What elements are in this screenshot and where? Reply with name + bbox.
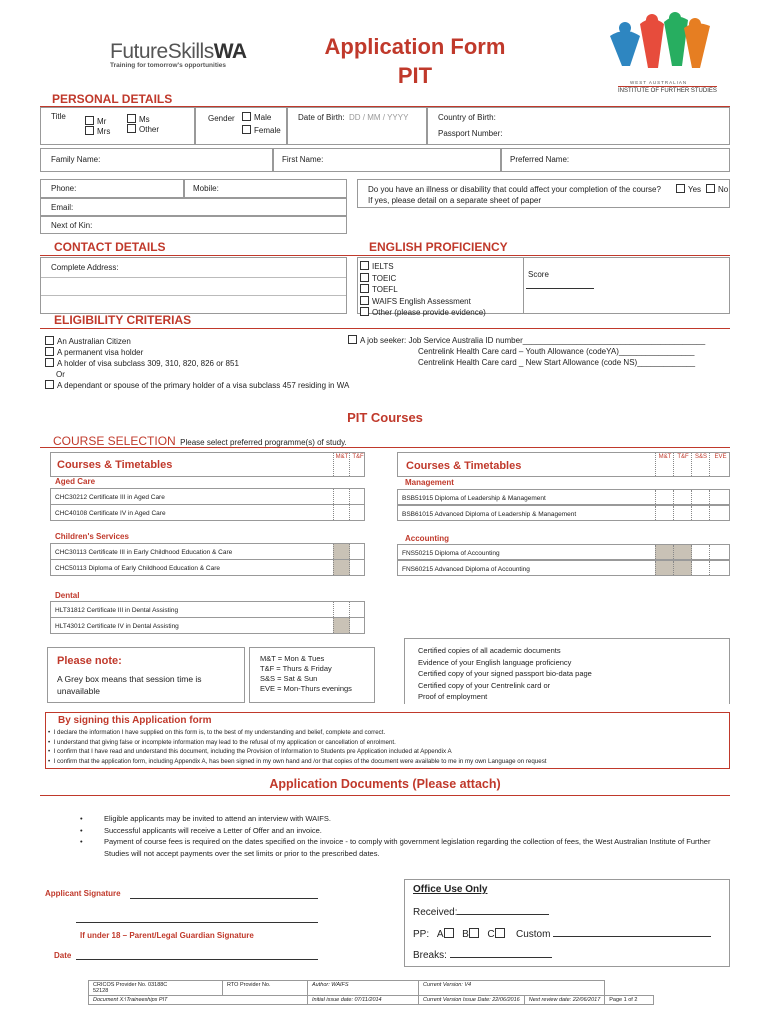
doc-item: Proof of employment (418, 692, 488, 701)
applicant-signature-label: Applicant Signature (45, 889, 121, 898)
family-name-field[interactable] (40, 148, 273, 172)
ms-checkbox[interactable] (127, 114, 136, 123)
accounting-heading: Accounting (405, 534, 449, 543)
slot-ss[interactable] (691, 490, 710, 504)
address-field[interactable] (40, 257, 347, 314)
institute-name: INSTITUTE OF FURTHER STUDIES (618, 88, 717, 94)
right-timetable-header (397, 452, 730, 477)
slot-tf[interactable] (673, 490, 692, 504)
other-checkbox[interactable] (127, 124, 136, 133)
eligibility-divider (40, 328, 730, 329)
gender-female[interactable]: Female (242, 125, 281, 135)
col-tf-right: T&F (673, 453, 692, 476)
title-option-other[interactable]: Other (127, 124, 159, 134)
footer-rto: RTO Provider No. (223, 981, 308, 996)
course-row-acct-2 (397, 560, 730, 576)
mobile-field[interactable] (184, 179, 347, 198)
eligibility-dependant[interactable]: A dependant or spouse of the primary holder of a visa subclass 457 residing in WA (45, 380, 349, 391)
col-mt-left: M&T (333, 453, 350, 476)
title-option-mrs[interactable]: Mrs (85, 126, 110, 136)
slot-mt[interactable] (655, 490, 674, 504)
office-received[interactable]: Received: (413, 905, 549, 918)
country-passport-field[interactable] (427, 107, 730, 145)
english-heading: ENGLISH PROFICIENCY (369, 240, 508, 254)
slot-tf[interactable] (349, 560, 366, 575)
slot-eve[interactable] (709, 561, 731, 575)
other-evidence-checkbox[interactable] (360, 307, 369, 316)
signing-heading: By signing this Application form (58, 715, 212, 726)
col-eve-right: EVE (709, 453, 731, 476)
legend-box (249, 647, 375, 703)
slot-mt-unavailable (333, 618, 350, 633)
management-heading: Management (405, 478, 454, 487)
mobile-label: Mobile: (193, 184, 219, 193)
slot-tf[interactable] (349, 544, 366, 559)
legend-eve: EVE = Mon-Thurs evenings (260, 684, 352, 693)
title-line-2: PIT (397, 63, 433, 88)
illness-field (357, 179, 730, 208)
course-label: HLT31812 Certificate III in Dental Assisting (55, 607, 179, 614)
eligibility-or: Or (56, 370, 65, 379)
doc-item: Evidence of your English language proficiency (418, 657, 572, 667)
slot-tf[interactable] (349, 602, 366, 617)
doc-item: Certified copy of your Centrelink card or (418, 680, 551, 690)
english-toeic[interactable]: TOEIC (360, 273, 486, 285)
citizen-checkbox[interactable] (45, 336, 54, 345)
app-docs-heading: Application Documents (Please attach) (269, 777, 501, 791)
mr-checkbox[interactable] (85, 116, 94, 125)
left-timetable-header (50, 452, 365, 477)
preferred-name-label: Preferred Name: (510, 155, 570, 164)
applicant-signature-line[interactable] (130, 898, 318, 899)
contact-heading: CONTACT DETAILS (54, 240, 166, 254)
course-label: CHC30212 Certificate III in Aged Care (55, 494, 165, 501)
course-label: BSB61015 Advanced Diploma of Leadership & Management (402, 511, 577, 518)
date-label: Date (54, 951, 72, 960)
slot-mt-unavailable (655, 545, 674, 559)
footer-page: Page 1 of 2 (605, 996, 654, 1005)
right-timetable-title: Courses & Timetables (406, 460, 522, 472)
title-field (40, 107, 195, 145)
dental-heading: Dental (55, 591, 80, 600)
slot-tf[interactable] (349, 505, 366, 520)
logo-futureskills (110, 40, 247, 69)
institute-logo (600, 6, 730, 102)
footer-review: Next review date: 22/06/2017 (524, 996, 605, 1005)
course-label: CHC30113 Certificate III in Early Childhood Education & Care (55, 549, 233, 556)
score-label: Score (528, 270, 549, 279)
pp-c-checkbox[interactable] (495, 928, 505, 938)
email-field[interactable] (40, 198, 347, 216)
footer-author: Author: WAIFS (308, 981, 419, 996)
office-breaks[interactable]: Breaks: (413, 948, 552, 961)
pp-b-checkbox[interactable] (469, 928, 479, 938)
office-use-heading: Office Use Only (413, 884, 488, 895)
slot-mt-unavailable (333, 560, 350, 575)
course-row-child-1 (50, 543, 365, 560)
course-selection-note: Please select preferred programme(s) of study. (180, 438, 347, 447)
english-waifs[interactable]: WAIFS English Assessment (360, 296, 486, 308)
guardian-signature-line[interactable] (76, 922, 318, 923)
no-checkbox[interactable] (706, 184, 715, 193)
eligibility-citizen[interactable]: An Australian Citizen (45, 336, 349, 347)
pp-label: PP: (413, 929, 430, 940)
illness-note: If yes, please detail on a separate sheet of paper (368, 196, 542, 205)
english-other[interactable]: Other (please provide evidence) (360, 307, 486, 319)
aged-care-heading: Aged Care (55, 477, 96, 486)
phone-label: Phone: (51, 184, 77, 193)
email-label: Email: (51, 203, 74, 212)
eligibility-right (348, 335, 705, 368)
illness-no[interactable]: No (706, 184, 728, 194)
title-label: Title (51, 112, 66, 121)
logo-main-text: FutureSkills (110, 40, 214, 63)
eligibility-permanent[interactable]: A permanent visa holder (45, 347, 349, 358)
title-line-1: Application Form (324, 34, 506, 59)
address-label: Complete Address: (51, 263, 119, 272)
signing-item: • I understand that giving false or incomplete information may lead to the refusal of my application or cancellation of enrolment. (48, 738, 396, 746)
gender-male[interactable]: Male (242, 112, 271, 122)
course-label: HLT43012 Certificate IV in Dental Assisting (55, 623, 179, 630)
date-line[interactable] (76, 959, 318, 960)
country-label: Country of Birth: (438, 113, 496, 122)
gender-field (195, 107, 287, 145)
doc-item: Certified copy of your signed passport bio-data page (418, 669, 592, 678)
female-checkbox[interactable] (242, 125, 251, 134)
family-name-label: Family Name: (51, 155, 101, 164)
left-timetable-title: Courses & Timetables (57, 459, 173, 471)
eligibility-newstart: Centrelink Health Care card _ New Start Allowance (code NS)_____________ (418, 358, 696, 367)
signing-item: • I declare the information I have supplied on this form is, to the best of my understanding and belief, complete and correct. (48, 729, 386, 736)
guardian-signature-label: If under 18 – Parent/Legal Guardian Signature (80, 931, 254, 940)
toeic-checkbox[interactable] (360, 273, 369, 282)
please-note-heading: Please note: (57, 655, 122, 667)
col-mt-right: M&T (655, 453, 674, 476)
course-label: FNS50215 Diploma of Accounting (402, 550, 500, 557)
course-label: BSB51915 Diploma of Leadership & Management (402, 495, 546, 502)
english-ielts[interactable]: IELTS (360, 261, 486, 273)
legend-tf: T&F = Thurs & Friday (260, 664, 332, 673)
slot-ss[interactable] (691, 561, 710, 575)
footer-initial: Initial issue date: 07/11/2014 (308, 996, 419, 1005)
course-label: CHC40108 Certificate IV in Aged Care (55, 510, 166, 517)
slot-tf[interactable] (349, 489, 366, 504)
col-tf-left: T&F (349, 453, 366, 476)
institute-state: WEST AUSTRALIAN (630, 80, 688, 85)
slot-mt[interactable] (333, 489, 350, 504)
slot-tf-unavailable (673, 545, 692, 559)
footer-document: Document X:\Traineeships PIT (89, 996, 308, 1005)
subclass-checkbox[interactable] (45, 358, 54, 367)
slot-eve[interactable] (709, 490, 731, 504)
course-row-dental-1 (50, 601, 365, 618)
first-name-field[interactable] (273, 148, 501, 172)
pit-courses-heading: PIT Courses (347, 410, 423, 425)
preferred-name-field[interactable] (501, 148, 730, 172)
first-name-label: First Name: (282, 155, 324, 164)
course-row-mgmt-2 (397, 505, 730, 521)
custom-input[interactable] (553, 927, 711, 937)
app-docs-list (80, 813, 720, 859)
passport-label: Passport Number: (438, 129, 503, 138)
course-selection-title: COURSE SELECTION (53, 434, 176, 448)
required-documents-box (404, 638, 730, 704)
title-option-mr[interactable]: Mr (85, 116, 106, 126)
personal-details-heading: PERSONAL DETAILS (52, 92, 173, 106)
legend-ss: S&S = Sat & Sun (260, 674, 318, 683)
illness-question: Do you have an illness or disability that could affect your completion of the course? (368, 185, 661, 194)
slot-tf[interactable] (349, 618, 366, 633)
waifs-checkbox[interactable] (360, 296, 369, 305)
slot-ss[interactable] (691, 545, 710, 559)
eligibility-job-seeker[interactable]: A job seeker: Job Service Australia ID number_________________________________________ (348, 335, 705, 346)
course-row-dental-2 (50, 617, 365, 634)
title-option-ms[interactable]: Ms (127, 114, 150, 124)
signing-item: • I confirm that I have read and understand this document, including the Provision of Information to Students pre Application included at Appendix A (48, 748, 452, 755)
signing-list (48, 728, 547, 766)
slot-mt-unavailable (333, 544, 350, 559)
ielts-checkbox[interactable] (360, 261, 369, 270)
dependant-checkbox[interactable] (45, 380, 54, 389)
eligibility-left (45, 336, 349, 391)
course-row-acct-1 (397, 544, 730, 560)
eligibility-subclass[interactable]: A holder of visa subclass 309, 310, 820, 826 or 851 (45, 358, 349, 369)
english-field (357, 257, 730, 317)
dob-field[interactable] (287, 107, 427, 145)
footer-version: Current Version: V4 (419, 981, 605, 996)
doc-item: Certified copies of all academic documents (418, 646, 561, 655)
permanent-checkbox[interactable] (45, 347, 54, 356)
app-doc-item: • Payment of course fees is required on the dates specified on the invoice - to comply with government legislation regarding the collection of fees, the West Australian Institute of Further Studies will not accept payments over the set limits or prior to the prescribed dates. (80, 837, 711, 858)
slot-tf-unavailable (673, 561, 692, 575)
phone-field[interactable] (40, 179, 184, 198)
course-row-aged-1 (50, 488, 365, 505)
form-title (300, 32, 530, 90)
office-use-box (404, 879, 730, 967)
pp-a-checkbox[interactable] (444, 928, 454, 938)
slot-mt[interactable] (655, 506, 674, 520)
dob-label: Date of Birth: (298, 113, 345, 122)
job-seeker-checkbox[interactable] (348, 335, 357, 344)
footer-table (88, 980, 654, 1005)
col-ss-right: S&S (691, 453, 710, 476)
score-input[interactable] (526, 280, 594, 289)
logo-tagline: Training for tomorrow's opportunities (110, 62, 227, 69)
dob-placeholder: DD / MM / YYYY (349, 113, 409, 122)
course-row-aged-2 (50, 504, 365, 521)
gender-label: Gender (208, 114, 235, 123)
course-label: FNS60215 Advanced Diploma of Accounting (402, 566, 530, 573)
footer-cricos: CRICOS Provider No. 03188C 52128 (89, 981, 223, 996)
children-heading: Children's Services (55, 532, 129, 541)
male-checkbox[interactable] (242, 112, 251, 121)
slot-eve[interactable] (709, 545, 731, 559)
contact-divider (40, 255, 730, 256)
logo-wa-text: WA (213, 40, 247, 63)
eligibility-youth: Centrelink Health Care card – Youth Allowance (codeYA)_________________ (418, 347, 695, 356)
slot-mt[interactable] (333, 602, 350, 617)
people-figures-icon (600, 6, 730, 76)
yes-checkbox[interactable] (676, 184, 685, 193)
illness-yes[interactable]: Yes (676, 184, 701, 194)
english-toefl[interactable]: TOEFL (360, 284, 486, 296)
next-of-kin-label: Next of Kin: (51, 221, 93, 230)
course-row-child-2 (50, 559, 365, 576)
slot-ss[interactable] (691, 506, 710, 520)
eligibility-heading: ELIGIBILITY CRITERIAS (54, 313, 192, 327)
signing-item: • I confirm that the application form, including Appendix A, has been signed in my own hand and /or that copies of the document were available to me in my own Language on request (48, 757, 547, 765)
office-pp: PP: A B C Custom (413, 927, 711, 940)
please-note-box (47, 647, 245, 703)
app-doc-item: • Eligible applicants may be invited to attend an interview with WAIFS. (80, 814, 331, 823)
mrs-checkbox[interactable] (85, 126, 94, 135)
slot-eve[interactable] (709, 506, 731, 520)
next-of-kin-field[interactable] (40, 216, 347, 234)
course-row-mgmt-1 (397, 489, 730, 505)
course-label: CHC50113 Diploma of Early Childhood Education & Care (55, 565, 220, 572)
please-note-text: A Grey box means that session time is unavailable (57, 674, 202, 696)
slot-tf[interactable] (673, 506, 692, 520)
signing-box (45, 712, 730, 769)
slot-mt[interactable] (333, 505, 350, 520)
legend-mt: M&T = Mon & Tues (260, 654, 325, 663)
app-doc-item: • Successful applicants will receive a Letter of Offer and an invoice. (80, 825, 322, 835)
slot-mt-unavailable (655, 561, 674, 575)
toefl-checkbox[interactable] (360, 284, 369, 293)
footer-version-date: Current Version Issue Date: 22/06/2016 (419, 996, 525, 1005)
